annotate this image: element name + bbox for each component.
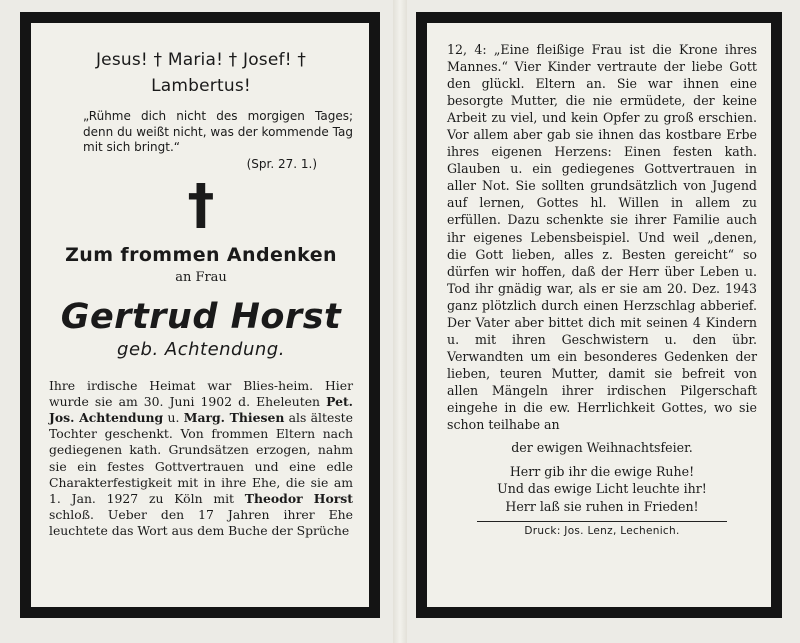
bio-part-4: schloß. Ueber den 17 Jahren ihrer Ehe leuchtete das Wort aus dem Buche der Sprüche <box>49 507 353 539</box>
closing-line: der ewigen Weihnachtsfeier. <box>511 440 693 456</box>
prayer-line-2: Und das ewige Licht leuchte ihr! <box>497 481 707 497</box>
deceased-name: Gertrud Horst <box>60 296 342 337</box>
divider <box>477 521 727 522</box>
bio-part-2: u. <box>163 409 184 425</box>
right-panel <box>427 23 771 607</box>
bio-father-name: Pet. Jos. Achtendung <box>49 393 353 425</box>
left-panel-border <box>20 12 380 618</box>
bio-part-1: Ihre irdische Heimat war Blies-heim. Hier wurde sie am 30. Juni 1902 d. Eheleuten <box>49 377 353 409</box>
right-panel-border <box>416 12 782 618</box>
bio-part-3: als älteste Tochter geschenkt. Von frommen Eltern nach gediegenen kath. Grundsätzen erzogen, nahm sie ein festes Gottvertrauen und eine edle Charakterfestigkeit mit in ihre Ehe, die sie am 1. Jan. 1927 zu Köln mit <box>49 409 353 506</box>
prayer-line-3: Herr laß sie ruhen in Frieden! <box>505 498 699 514</box>
invocation <box>49 47 353 99</box>
cross-icon: † <box>187 172 215 236</box>
memorial-heading: Zum frommen Andenken <box>65 243 337 266</box>
birth-name: geb. Achtendung. <box>117 338 285 360</box>
left-panel <box>31 23 369 607</box>
an-frau-label: an Frau <box>175 269 227 285</box>
biography-text <box>49 378 353 540</box>
prayer-line-1: Herr gib ihr die ewige Ruhe! <box>509 463 695 479</box>
card-fold <box>393 0 407 643</box>
continued-text: 12, 4: „Eine fleißige Frau ist die Krone ihres Mannes.“ Vier Kinder vertraute der liebe Gott den glückl. Eltern an. Sie war ihnen eine besorgte Mutter, die nie ermüdete, der keine Arbeit zu viel, und kein Opfer zu groß erschien. Vor allem aber gab sie ihnen das kostbare Erbe ihres eigenen Herzens: Einen festen kath. Glauben u. ein gediegenes Gottvertrauen in aller Not. Sie sollten grundsätzlich von Jugend auf lernen, Gottes hl. Willen in allem zu erfüllen. Dazu schenkte sie ihrer Familie auch ihr eigenes Lebensbeispiel. Und weil „denen, die Gott lieben, alles z. Besten gereicht“ so dürfen wir hoffen, daß der Herr über Leben u. Tod ihr gnädig war, als er sie am 20. Dez. 1943 ganz plötzlich durch einen Herzschlag abberief. Der Vater aber bittet dich mit seinen 4 Kindern u. mit ihren Geschwistern u. den übr. Verwandten um ein besonderes Gedenken der lieben, teuren Mutter, damit sie befreit von allen Mängeln ihrer irdischen Pilgerschaft eingehe in die ew. Herrlichkeit Gottes, wo sie schon teilhabe an <box>447 42 757 433</box>
printer-credit: Druck: Jos. Lenz, Lechenich. <box>524 525 680 538</box>
prayer <box>447 463 757 516</box>
invocation-line-2: Lambertus! <box>151 76 251 96</box>
scripture-quote: „Rühme dich nicht des morgigen Tages; denn du weißt nicht, was der kommende Tag mit sich bringt.“ <box>83 109 353 154</box>
bio-husband-name: Theodor Horst <box>244 490 353 506</box>
bio-mother-name: Marg. Thiesen <box>183 409 285 425</box>
scripture-reference: (Spr. 27. 1.) <box>246 156 317 171</box>
invocation-line-1: Jesus! † Maria! † Josef! † <box>95 50 307 70</box>
